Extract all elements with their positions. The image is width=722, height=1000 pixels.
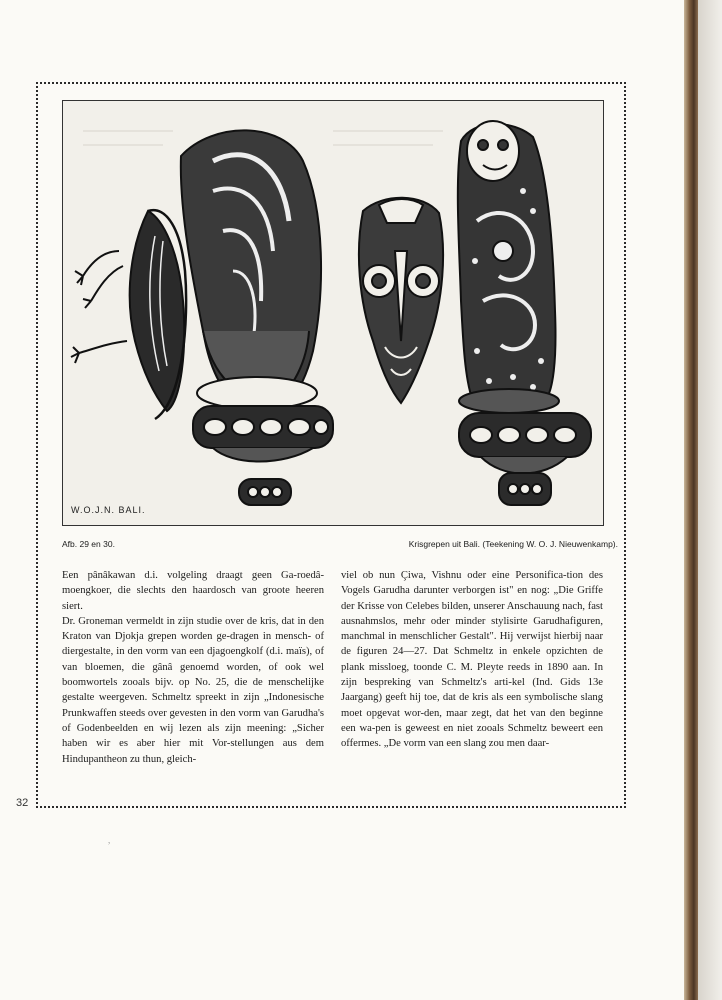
paragraph: viel ob nun Çiwa, Vishnu oder eine Personifica-tion des Vogels Garudha darunter verborgen ist" en nog: „Die Griffe der Krisse von Celebes bilden, unserer Anschauung nach, fast ausnahmslos, mehr oder minder stylisirte Garudhafiguren, manchmal in menschlicher Gestalt". Hij verwijst hierbij naar de figuren 24—27. Dat Schmeltz in enkele opzichten de plank missloeg, toonde C. M. Pleyte reeds in 1890 aan. In zijn bespreking van Schmeltz's arti-kel (Ind. Gids 13e Jaargang) geeft hij toe, dat de kris als een symbolische slang moet opgevat wor-den, maar zegt, dat het van den beginne een wa-pen is geweest en niet zooals Schmeltz beweert een offermes. „De vorm van een slang zou men daar- bbox=[341, 570, 603, 750]
figure-signature: W.O.J.N. BALI. bbox=[71, 505, 146, 515]
paragraph: Een pânâkawan d.i. volgeling draagt geen Ga-roedâ-moengkoer, die slechts den haardosch van groote heeren siert. bbox=[62, 570, 324, 612]
text-column-left bbox=[62, 568, 324, 767]
kris-hilts-illustration bbox=[62, 100, 604, 526]
book-spine bbox=[684, 0, 698, 1000]
paragraph: Dr. Groneman vermeldt in zijn studie over de kris, dat in den Kraton van Djokja grepen worden ge-dragen in mensch- of diergestalte, in den vorm van een djagoengkolf (d.i. maïs), of van bloemen, die gânâ genoemd worden, of ook wel boomwortels zooals bijv. op No. 25, die de menschelijke gestalte weergeven. Schmeltz spreekt in zijn „Indonesische Prunkwaffen steeds over gevesten in den vorm van Garudha's of Godenbeelden en wij lezen als zijn meening: „Sicher haben wir es aber hier mit Vor-stellungen aus dem Hindupantheon zu thun, gleich- bbox=[62, 615, 324, 765]
figure-caption-right: Krisgrepen uit Bali. (Teekening W. O. J. Nieuwenkamp). bbox=[408, 539, 618, 549]
text-column-right bbox=[341, 568, 603, 752]
figure-caption-left: Afb. 29 en 30. bbox=[62, 539, 115, 549]
kris-hilts-drawing bbox=[63, 101, 603, 525]
page-number: 32 bbox=[16, 797, 29, 809]
page-edge bbox=[698, 0, 722, 1000]
stray-mark: , bbox=[108, 835, 111, 845]
